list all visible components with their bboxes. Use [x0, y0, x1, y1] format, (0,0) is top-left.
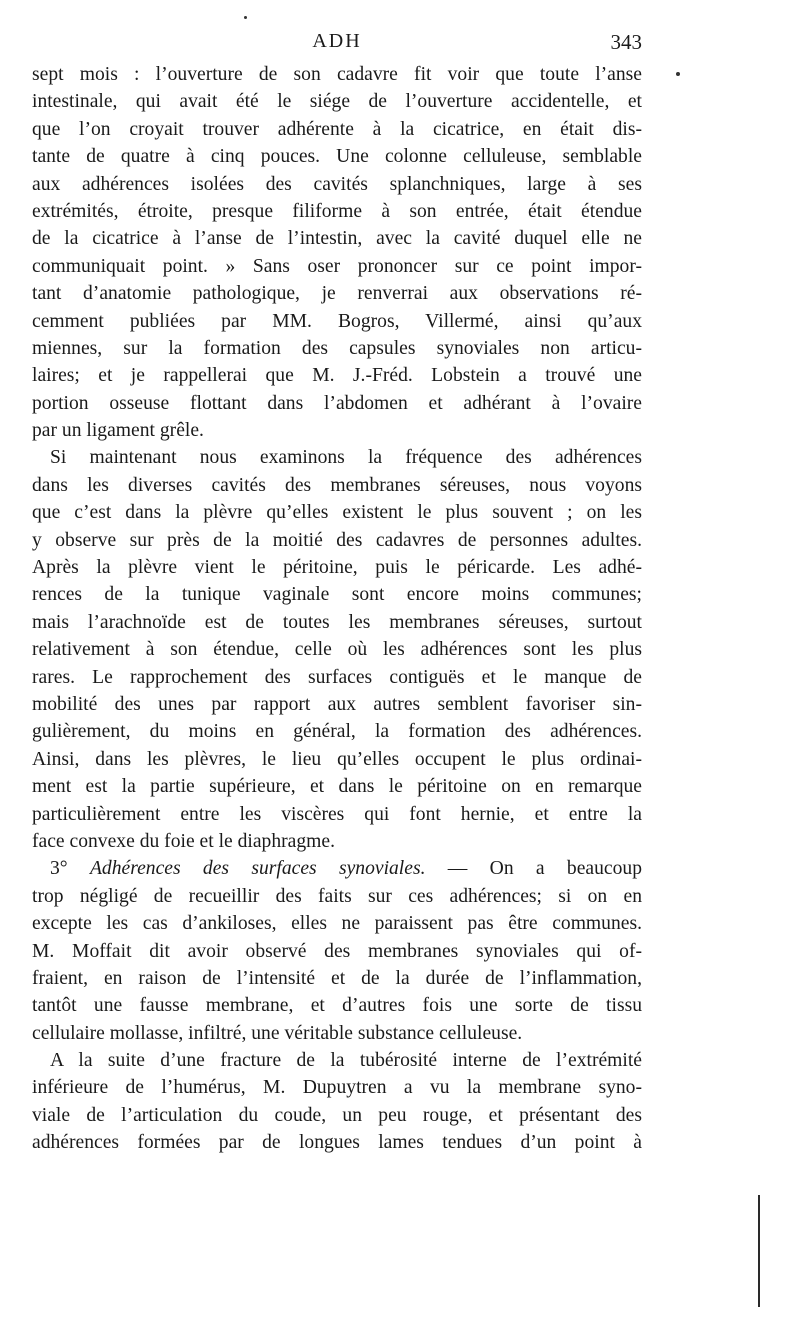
text-line: Ainsi, dans les plèvres, le lieu qu’elles occupent le plus ordinai-: [32, 748, 642, 770]
text-line: portion osseuse flottant dans l’abdomen et adhérant à l’ovaire: [32, 392, 642, 414]
text-line: excepte les cas d’ankiloses, elles ne paraissent pas être communes.: [32, 913, 642, 935]
text-line: relativement à son étendue, celle où les adhérences sont les plus: [32, 639, 642, 661]
text-line: communiquait point. » Sans oser prononcer sur ce point impor-: [32, 255, 642, 277]
text-line: cemment publiées par MM. Bogros, Villermé, ainsi qu’aux: [32, 310, 642, 332]
text-line: que c’est dans la plèvre qu’elles existent le plus souvent ; on les: [32, 502, 642, 524]
scan-speck: [244, 16, 247, 19]
text-line: gulièrement, du moins en général, la formation des adhérences.: [32, 721, 642, 743]
text-line: extrémités, étroite, presque filiforme à son entrée, était étendue: [32, 200, 642, 222]
paragraph-synovial: [32, 855, 642, 1047]
text-line: dans les diverses cavités des membranes séreuses, nous voyons: [32, 474, 642, 496]
text-line: rences de la tunique vaginale sont encore moins communes;: [32, 584, 642, 606]
text-line: inférieure de l’humérus, M. Dupuytren a vu la membrane syno-: [32, 1077, 642, 1099]
paragraph-frequency: [32, 444, 642, 855]
text-line: rares. Le rapprochement des surfaces contiguës et le manque de: [32, 666, 642, 688]
text-line: A la suite d’une fracture de la tubérosité interne de l’extrémité: [50, 1050, 642, 1072]
running-head: [32, 30, 642, 60]
text-line: laires; et je rappellerai que M. J.-Fréd. Lobstein a trouvé une: [32, 365, 642, 387]
text-line: Si maintenant nous examinons la fréquence des adhérences: [50, 447, 642, 469]
paragraph-fracture: [32, 1047, 642, 1157]
paragraph-continuation: [32, 61, 642, 444]
text-line: tante de quatre à cinq pouces. Une colonne celluleuse, semblable: [32, 146, 642, 168]
scan-speck: [676, 72, 680, 76]
margin-rule: [758, 1195, 760, 1307]
section-heading-line: [32, 855, 642, 882]
text-line: viale de l’articulation du coude, un peu rouge, et présentant des: [32, 1104, 642, 1126]
text-line: particulièrement entre les viscères qui font hernie, et entre la: [32, 803, 642, 825]
text-line: miennes, sur la formation des capsules synoviales non articu-: [32, 337, 642, 359]
text-line: y observe sur près de la moitié des cadavres de personnes adultes.: [32, 529, 642, 551]
text-line: tantôt une fausse membrane, et d’autres fois une sorte de tissu: [32, 995, 642, 1017]
running-head-title: ADH: [312, 30, 362, 52]
text-line: trop négligé de recueillir des faits sur ces adhérences; si on en: [32, 885, 642, 907]
text-line: ment est la partie supérieure, et dans le péritoine on en remarque: [32, 776, 642, 798]
section-number: 3°: [50, 858, 68, 880]
text-line: M. Moffait dit avoir observé des membranes synoviales qui of-: [32, 940, 642, 962]
text-line: de la cicatrice à l’anse de l’intestin, avec la cavité duquel elle ne: [32, 228, 642, 250]
text-line: par un ligament grêle.: [32, 420, 204, 442]
text-line: cellulaire mollasse, infiltré, une véritable substance celluleuse.: [32, 1022, 523, 1044]
section-heading: Adhérences des surfaces synoviales.: [89, 858, 426, 880]
section-heading-rest: — On a beaucoup: [425, 858, 643, 880]
text-line: adhérences formées par de longues lames tendues d’un point à: [32, 1132, 642, 1154]
page-number: 343: [610, 30, 642, 54]
text-line: aux adhérences isolées des cavités splanchniques, large à ses: [32, 173, 642, 195]
text-line: Après la plèvre vient le péritoine, puis le péricarde. Les adhé-: [32, 557, 642, 579]
text-line: sept mois : l’ouverture de son cadavre fit voir que toute l’anse: [32, 64, 642, 85]
text-line: que l’on croyait trouver adhérente à la cicatrice, en était dis-: [32, 118, 642, 140]
body-text: [32, 61, 642, 1157]
text-line: fraient, en raison de l’intensité et de la durée de l’inflammation,: [32, 967, 642, 989]
text-line: intestinale, qui avait été le siége de l’ouverture accidentelle, et: [32, 91, 642, 113]
text-line: mobilité des unes par rapport aux autres semblent favoriser sin-: [32, 693, 642, 715]
text-line: mais l’arachnoïde est de toutes les membranes séreuses, surtout: [32, 611, 642, 633]
text-line: tant d’anatomie pathologique, je renverrai aux observations ré-: [32, 283, 642, 305]
text-line: face convexe du foie et le diaphragme.: [32, 830, 336, 852]
